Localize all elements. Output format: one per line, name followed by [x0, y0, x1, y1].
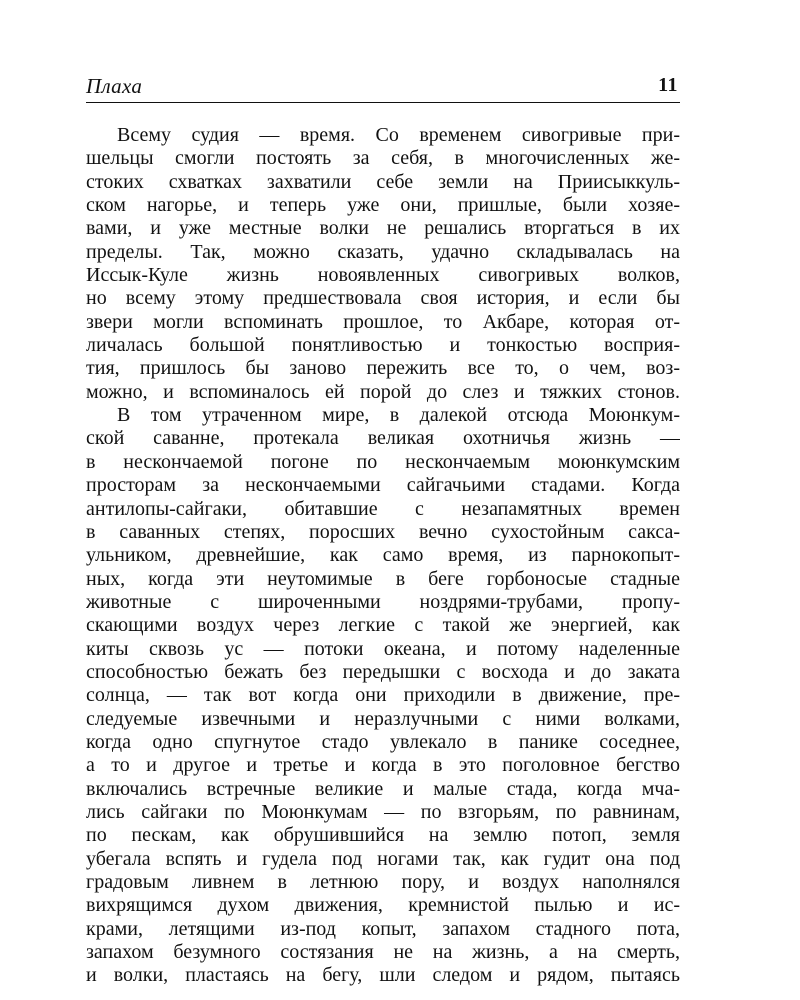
text-line: способностью бежать без передышки с восхода и до заката: [86, 660, 680, 683]
text-line: градовым ливнем в летнюю пору, и воздух наполнялся: [86, 871, 680, 893]
text-line: вихрящимся духом движения, кремнистой пылью и ис-: [86, 894, 680, 917]
paragraph: [86, 404, 680, 988]
text-line: антилопы-сайгаки, обитавшие с незапамятных времен: [86, 497, 680, 520]
running-title: Плаха: [86, 74, 143, 98]
text-line: солнца, — так вот когда они приходили в движение, пре-: [86, 684, 680, 707]
text-line: лись сайгаки по Моюнкумам — по взгорьям, по равнинам,: [86, 800, 680, 823]
text-line: звери могли вспоминать прошлое, то Акбаре, которая от-: [86, 310, 680, 333]
text-line: в нескончаемой погоне по нескончаемым моюнкумским: [86, 450, 680, 473]
text-line: просторам за нескончаемыми сайгачьими стадами. Когда: [86, 474, 680, 497]
text-line: животные с широченными ноздрями-трубами, пропу-: [86, 590, 680, 613]
text-line: по пескам, как обрушившийся на землю потоп, земля: [86, 824, 680, 847]
text-line: ульником, древнейшие, как само время, из парнокопыт-: [86, 544, 680, 567]
text-line: шельцы смогли постоять за себя, в многочисленных же-: [86, 147, 680, 170]
text-line: тия, пришлось бы заново пережить все то, о чем, воз-: [86, 357, 680, 380]
text-line: ных, когда эти неутомимые в беге горбоносые стадные: [86, 567, 680, 590]
text-line: можно, и вспоминалось ей порой до слез и тяжких стонов.: [86, 380, 680, 403]
text-line: вами, и уже местные волки не решались вторгаться в их: [86, 217, 680, 240]
text-line: включались встречные великие и малые стада, когда мча-: [86, 777, 680, 800]
text-line: когда одно спугнутое стадо увлекало в панике соседнее,: [86, 730, 680, 753]
text-line: ской саванне, протекала великая охотничья жизнь —: [86, 427, 680, 450]
text-line: но всему этому предшествовала своя история, и если бы: [86, 287, 680, 310]
running-header: [86, 72, 680, 103]
text-line: и волки, пластаясь на бегу, шли следом и рядом, пытаясь: [86, 964, 680, 987]
text-line: следуемые извечными и неразлучными с ними волками,: [86, 707, 680, 730]
body-text: [86, 124, 680, 988]
page-number: 11: [658, 74, 678, 96]
paragraph: [86, 124, 680, 404]
text-line: В том утраченном мире, в далекой отсюда Моюнкум-: [117, 404, 680, 427]
text-line: Иссык-Куле жизнь новоявленных сивогривых волков,: [86, 264, 680, 287]
text-line: ском нагорье, и теперь уже они, пришлые, были хозяе-: [86, 194, 680, 217]
text-line: стоких схватках захватили себе земли на Приисыккуль-: [86, 170, 680, 193]
text-line: личалась большой понятливостью и тонкостью восприя-: [86, 334, 680, 357]
text-line: Всему судия — время. Со временем сивогривые при-: [117, 124, 680, 146]
text-line: а то и другое и третье и когда в это поголовное бегство: [86, 754, 680, 777]
text-line: в саванных степях, поросших вечно сухостойным сакса-: [86, 520, 680, 543]
text-line: пределы. Так, можно сказать, удачно складывалась на: [86, 240, 680, 263]
text-line: киты сквозь ус — потоки океана, и потому наделенные: [86, 637, 680, 660]
text-line: запахом безумного состязания не на жизнь, а на смерть,: [86, 941, 680, 964]
text-line: скающими воздух через легкие с такой же энергией, как: [86, 614, 680, 637]
text-line: убегала вспять и гудела под ногами так, как гудит она под: [86, 847, 680, 870]
text-line: крами, летящими из-под копыт, запахом стадного пота,: [86, 917, 680, 940]
